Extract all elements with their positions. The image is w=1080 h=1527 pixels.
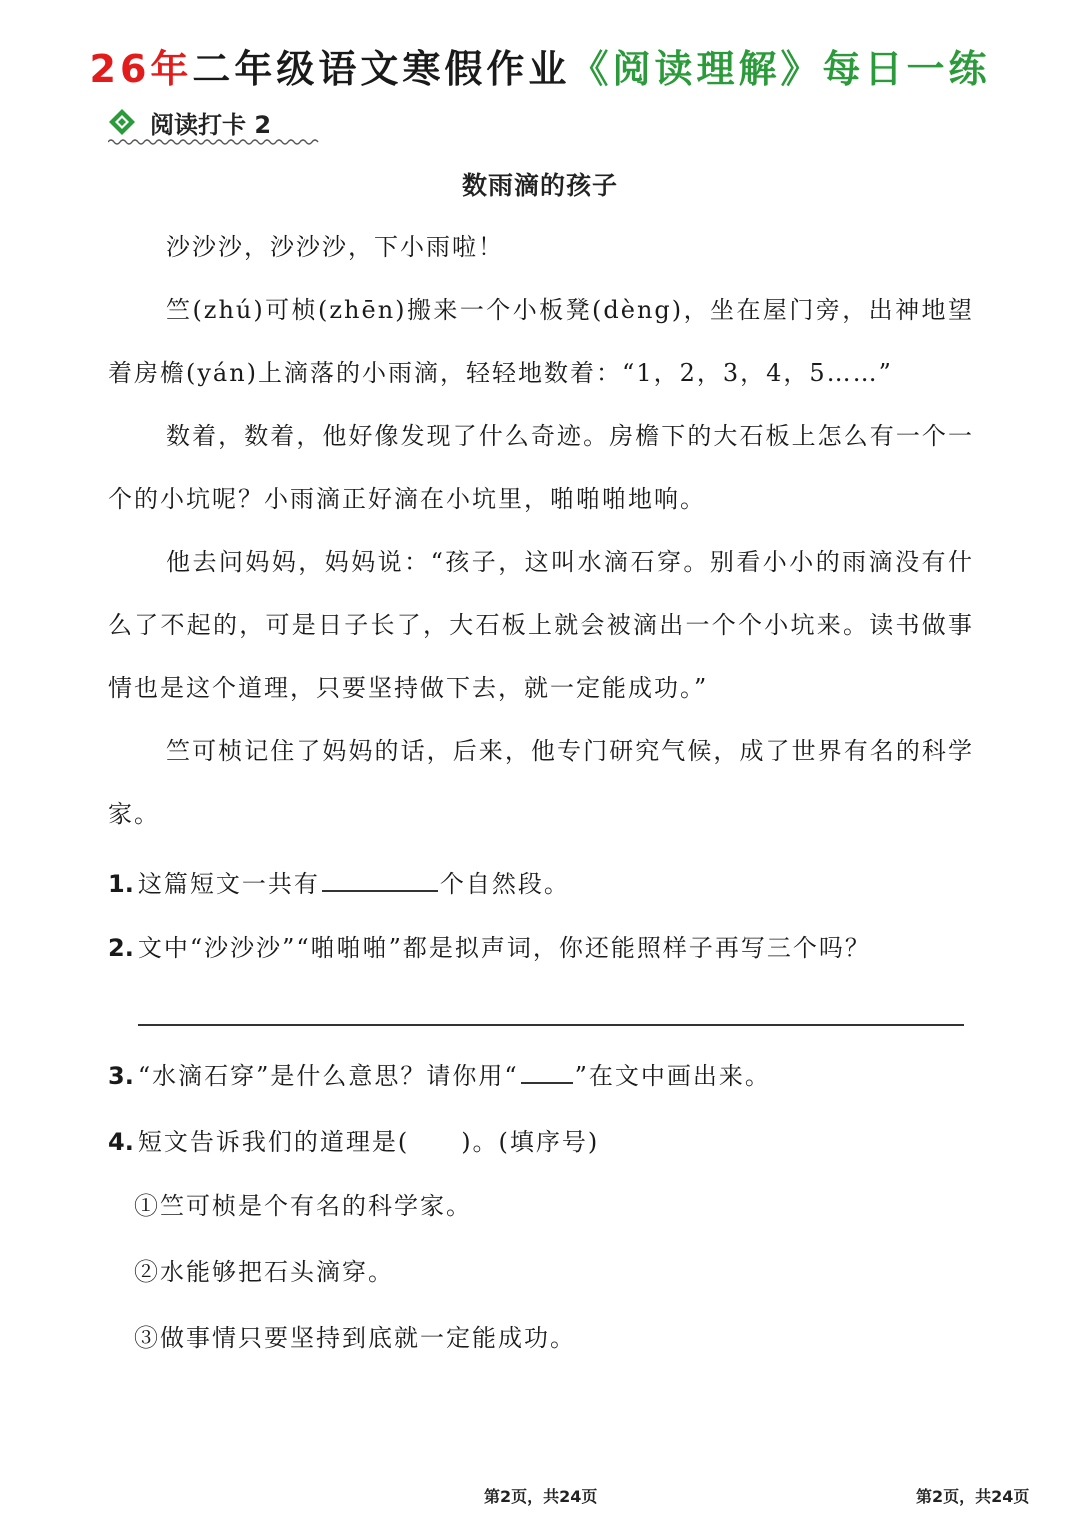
paragraph: 竺可桢记住了妈妈的话，后来，他专门研究气候，成了世界有名的科学家。 [108,737,974,828]
wavy-underline [108,138,320,146]
page-banner-title [0,40,1080,98]
page-number-left: 第2页，共24页 [484,1487,598,1506]
question-number: 4. [108,1128,134,1156]
question-3 [108,1056,771,1091]
story-title: 数雨滴的孩子 [461,171,618,200]
question-number: 1. [108,870,134,898]
answer-blank[interactable] [322,868,438,892]
question-text: 短文告诉我们的道理是( )。(填序号) [137,1128,600,1156]
banner-year: 26年 [89,47,193,91]
question-number: 3. [108,1062,134,1090]
banner-daily: 每日一练 [822,47,991,91]
paragraph: 竺(zhú)可桢(zhēn)搬来一个小板凳(dèng)，坐在屋门旁，出神地望着房檐(yán)上滴落的小雨滴，轻轻地数着：“1，2，3，4，5……” [108,296,974,387]
question-text: 文中“沙沙沙”“啪啪啪”都是拟声词，你还能照样子再写三个吗？ [137,934,871,962]
question-text: 这篇短文一共有 [137,870,320,898]
option-2: ②水能够把石头滴穿。 [134,1258,394,1286]
question-1 [108,864,570,899]
paragraph: 沙沙沙，沙沙沙，下小雨啦！ [166,233,504,261]
option-1: ①竺可桢是个有名的科学家。 [134,1192,472,1220]
story-passage [108,216,974,846]
question-4 [108,1122,599,1157]
question-text: “水滴石穿”是什么意思？请你用“ [137,1062,519,1090]
question-text: ”在文中画出来。 [574,1062,771,1090]
section-tag [108,104,271,140]
underline-sample [521,1062,573,1084]
question-2 [108,928,871,963]
question-text: 个自然段。 [439,870,570,898]
banner-subject: 二年级语文寒假作业 [192,47,571,91]
page-number-right: 第2页，共24页 [916,1487,1030,1506]
paragraph: 他去问妈妈，妈妈说：“孩子，这叫水滴石穿。别看小小的雨滴没有什么了不起的，可是日子长了，大石板上就会被滴出一个个小坑来。读书做事情也是这个道理，只要坚持做下去，就一定能成功。” [108,548,974,702]
section-label: 阅读打卡 2 [150,110,272,139]
paragraph: 数着，数着，他好像发现了什么奇迹。房檐下的大石板上怎么有一个一个的小坑呢？小雨滴正好滴在小坑里，啪啪啪地响。 [108,422,974,513]
question-number: 2. [108,934,134,962]
answer-line[interactable] [138,1024,964,1026]
option-3: ③做事情只要坚持到底就一定能成功。 [134,1324,576,1352]
diamond-icon [108,108,136,136]
banner-book: 《阅读理解》 [570,47,823,91]
